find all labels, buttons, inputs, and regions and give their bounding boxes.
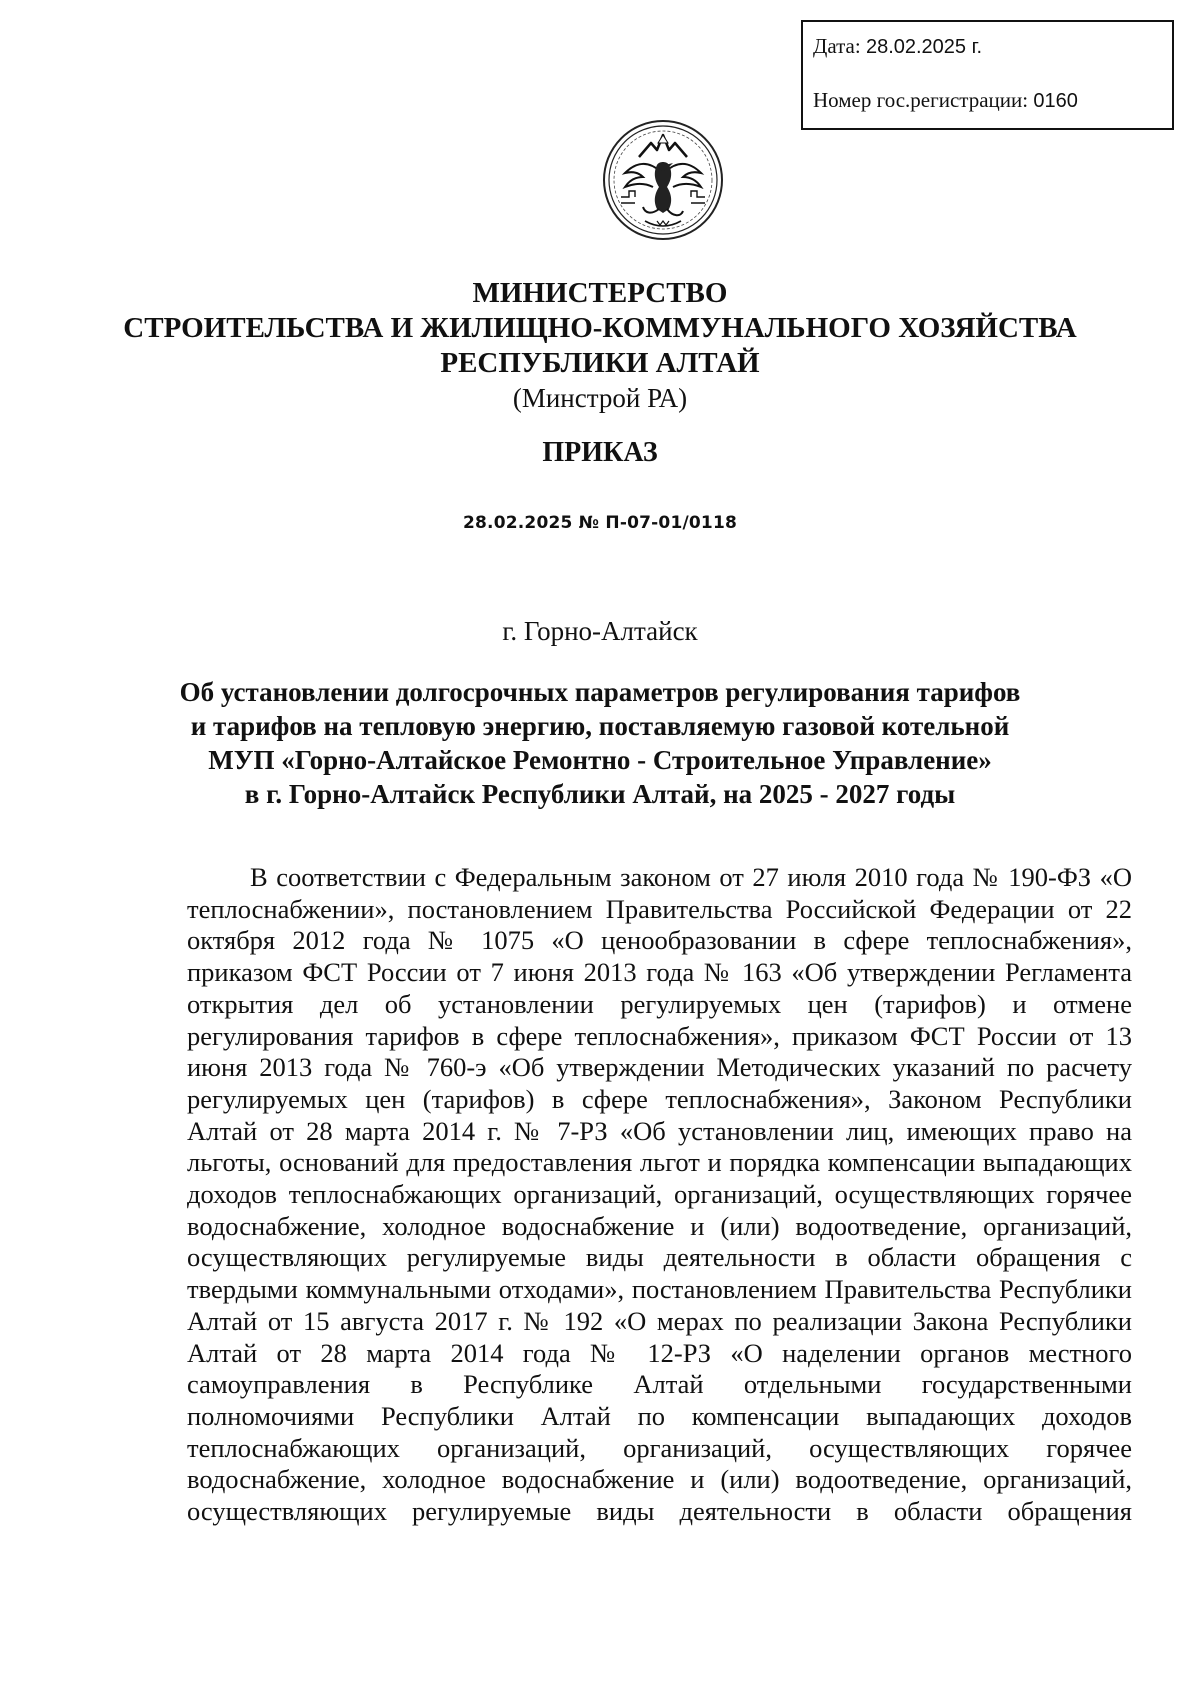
order-number: 28.02.2025 № П-07-01/0118 <box>462 513 737 533</box>
ministry-short-name: (Минстрой РА) <box>512 383 688 413</box>
subject-line-1: Об установлении долгосрочных параметров регулирования тарифов <box>179 677 1021 707</box>
subject-line-3: МУП «Горно-Алтайское Ремонтно - Строительное Управление» <box>208 745 992 775</box>
registration-date-value: 28.02.2025 г. <box>865 36 983 58</box>
registration-date-line <box>813 36 1172 57</box>
subject-line-2: и тарифов на тепловую энергию, поставляемую газовой котельной <box>190 711 1010 741</box>
registration-stamp <box>801 20 1174 130</box>
ministry-name <box>0 276 1200 381</box>
registration-date-label: Дата: <box>813 34 861 58</box>
registration-number-line <box>813 90 1172 111</box>
registration-number-value: 0160 <box>1033 90 1078 112</box>
ministry-line-2: СТРОИТЕЛЬСТВА И ЖИЛИЩНО-КОММУНАЛЬНОГО ХОЗЯЙСТВА <box>123 312 1077 344</box>
ministry-line-1: МИНИСТЕРСТВО <box>472 277 728 309</box>
city-name: г. Горно-Алтайск <box>502 616 698 646</box>
order-title: ПРИКАЗ <box>542 437 658 468</box>
order-subject <box>0 675 1200 811</box>
altai-republic-coat-of-arms-icon <box>601 117 725 243</box>
ministry-line-3: РЕСПУБЛИКИ АЛТАЙ <box>440 347 760 379</box>
registration-number-label: Номер гос.регистрации: <box>813 88 1029 112</box>
subject-line-4: в г. Горно-Алтайск Республики Алтай, на 2025 - 2027 годы <box>244 779 956 809</box>
body-paragraph: В соответствии с Федеральным законом от 27 июля 2010 года № 190-ФЗ «О теплоснабжении», постановлением Правительства Российской Федерации от 22 октября 2012 года № 1075 «О ценообразовании в сфере теплоснабжения», приказом ФСТ России от 7 июня 2013 года № 163 «Об утверждении Регламента открытия дел об установлении регулируемых цен (тарифов) и отмене регулирования тарифов в сфере теплоснабжения», приказом ФСТ России от 13 июня 2013 года № 760-э «Об утверждении Методических указаний по расчету регулируемых цен (тарифов) в сфере теплоснабжения», Законом Республики Алтай от 28 марта 2014 г. № 7-РЗ «Об установлении лиц, имеющих право на льготы, оснований для предоставления льгот и порядка компенсации выпадающих доходов теплоснабжающих организаций, организаций, осуществляющих горячее водоснабжение, холодное водоснабжение и (или) водоотведение, организаций, осуществляющих регулируемые виды деятельности в области обращения с твердыми коммунальными отходами», постановлением Правительства Республики Алтай от 15 августа 2017 г. № 192 «О мерах по реализации Закона Республики Алтай от 28 марта 2014 года № 12-РЗ «О наделении органов местного самоуправления в Республике Алтай отдельными государственными полномочиями Республики Алтай по компенсации выпадающих доходов теплоснабжающих организаций, организаций, осуществляющих горячее водоснабжение, холодное водоснабжение и (или) водоотведение, организаций, осуществляющих регулируемые виды деятельности в области обращения <box>187 862 1132 1527</box>
